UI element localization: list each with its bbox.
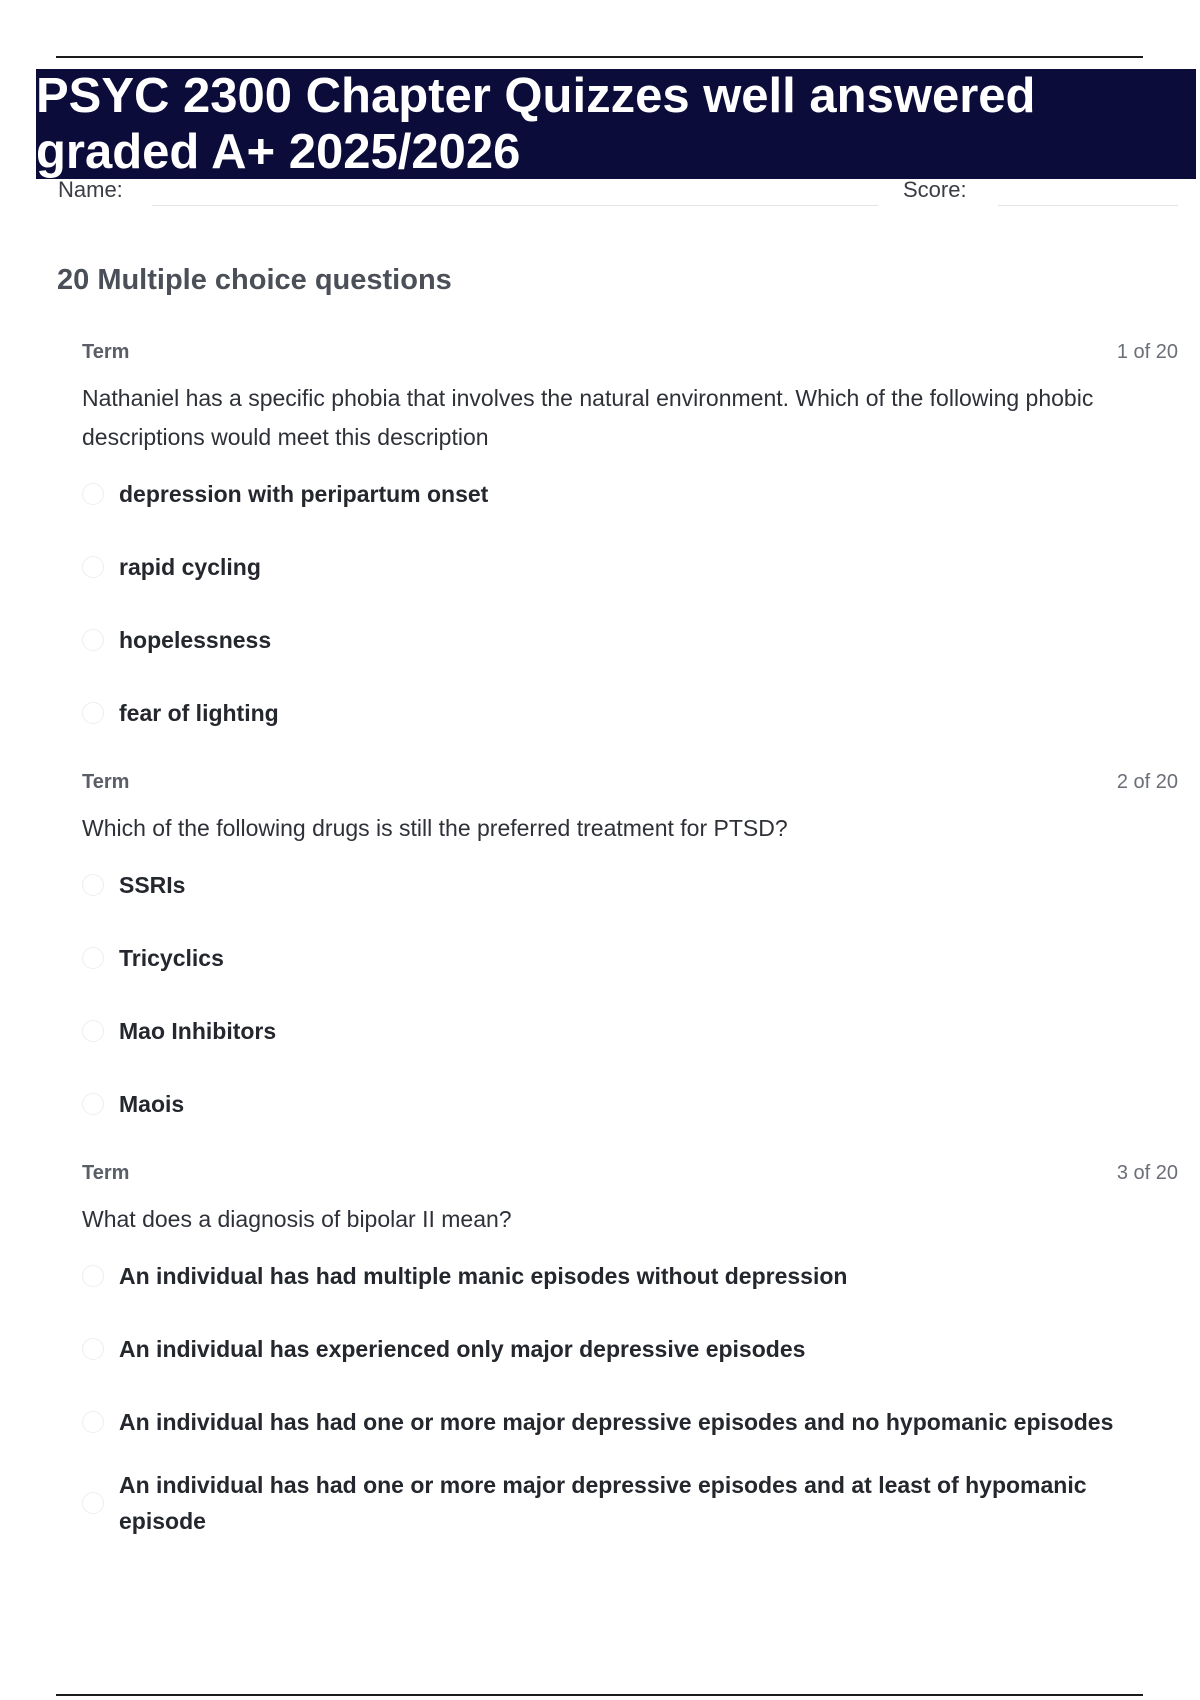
- question-header: [82, 1162, 1178, 1188]
- answer-option[interactable]: [82, 530, 1178, 603]
- question-text: Which of the following drugs is still the preferred treatment for PTSD?: [82, 815, 788, 841]
- answer-option-label: An individual has had one or more major depressive episodes and at least of hypomanic episode: [119, 1472, 1087, 1534]
- answer-option[interactable]: [82, 994, 1178, 1067]
- answer-option[interactable]: [82, 457, 1178, 530]
- radio-button[interactable]: [82, 874, 104, 896]
- answer-option[interactable]: [82, 848, 1178, 921]
- answer-option[interactable]: [82, 1067, 1178, 1140]
- radio-button[interactable]: [82, 1338, 104, 1360]
- term-label: Term: [82, 341, 130, 363]
- radio-button[interactable]: [82, 947, 104, 969]
- question-2: [82, 771, 1178, 1140]
- term-label: Term: [82, 771, 130, 793]
- answer-option-label: An individual has had one or more major depressive episodes and no hypomanic episodes: [119, 1408, 1114, 1435]
- question-header: [82, 341, 1178, 367]
- answer-option[interactable]: [82, 603, 1178, 676]
- bottom-divider: [56, 1694, 1143, 1696]
- answer-option[interactable]: [82, 676, 1178, 749]
- answer-options: [82, 457, 1178, 749]
- question-1: [82, 341, 1178, 749]
- question-counter: 1 of 20: [1116, 341, 1178, 363]
- radio-button[interactable]: [82, 1265, 104, 1287]
- answer-option-label: depression with peripartum onset: [119, 480, 489, 507]
- radio-button[interactable]: [82, 1020, 104, 1042]
- radio-button[interactable]: [82, 1411, 104, 1433]
- radio-button[interactable]: [82, 1093, 104, 1115]
- term-label: Term: [82, 1162, 130, 1184]
- score-label: Score:: [903, 177, 967, 202]
- question-header: [82, 771, 1178, 797]
- document-title: PSYC 2300 Chapter Quizzes well answered graded A+ 2025/2026: [36, 69, 1036, 179]
- radio-button[interactable]: [82, 629, 104, 651]
- answer-option-label: Tricyclics: [119, 944, 224, 971]
- top-divider: [56, 56, 1143, 58]
- answer-option-label: SSRIs: [119, 871, 186, 898]
- answer-option[interactable]: [82, 1239, 1178, 1312]
- radio-button[interactable]: [82, 1492, 104, 1514]
- answer-option-label: Mao Inhibitors: [119, 1017, 277, 1044]
- answer-options: [82, 1239, 1178, 1548]
- name-field-line: [152, 205, 878, 206]
- answer-option[interactable]: [82, 1312, 1178, 1385]
- section-heading: 20 Multiple choice questions: [57, 264, 452, 296]
- answer-option-label: rapid cycling: [119, 553, 261, 580]
- question-counter: 3 of 20: [1116, 1162, 1178, 1184]
- question-text: What does a diagnosis of bipolar II mean?: [82, 1206, 512, 1232]
- answer-options: [82, 848, 1178, 1140]
- score-field-line: [998, 205, 1178, 206]
- answer-option[interactable]: [82, 1458, 1178, 1548]
- question-3: [82, 1162, 1178, 1548]
- question-text: Nathaniel has a specific phobia that involves the natural environment. Which of the following phobic descriptions would meet this description: [82, 385, 1094, 450]
- answer-option-label: hopelessness: [119, 626, 272, 653]
- answer-option[interactable]: [82, 921, 1178, 994]
- answer-option-label: Maois: [119, 1090, 185, 1117]
- name-label: Name:: [58, 177, 123, 202]
- radio-button[interactable]: [82, 483, 104, 505]
- question-counter: 2 of 20: [1116, 771, 1178, 793]
- radio-button[interactable]: [82, 702, 104, 724]
- answer-option-label: An individual has experienced only major depressive episodes: [119, 1335, 806, 1362]
- answer-option-label: An individual has had multiple manic episodes without depression: [119, 1262, 848, 1289]
- answer-option[interactable]: [82, 1385, 1178, 1458]
- answer-option-label: fear of lighting: [119, 699, 279, 726]
- radio-button[interactable]: [82, 556, 104, 578]
